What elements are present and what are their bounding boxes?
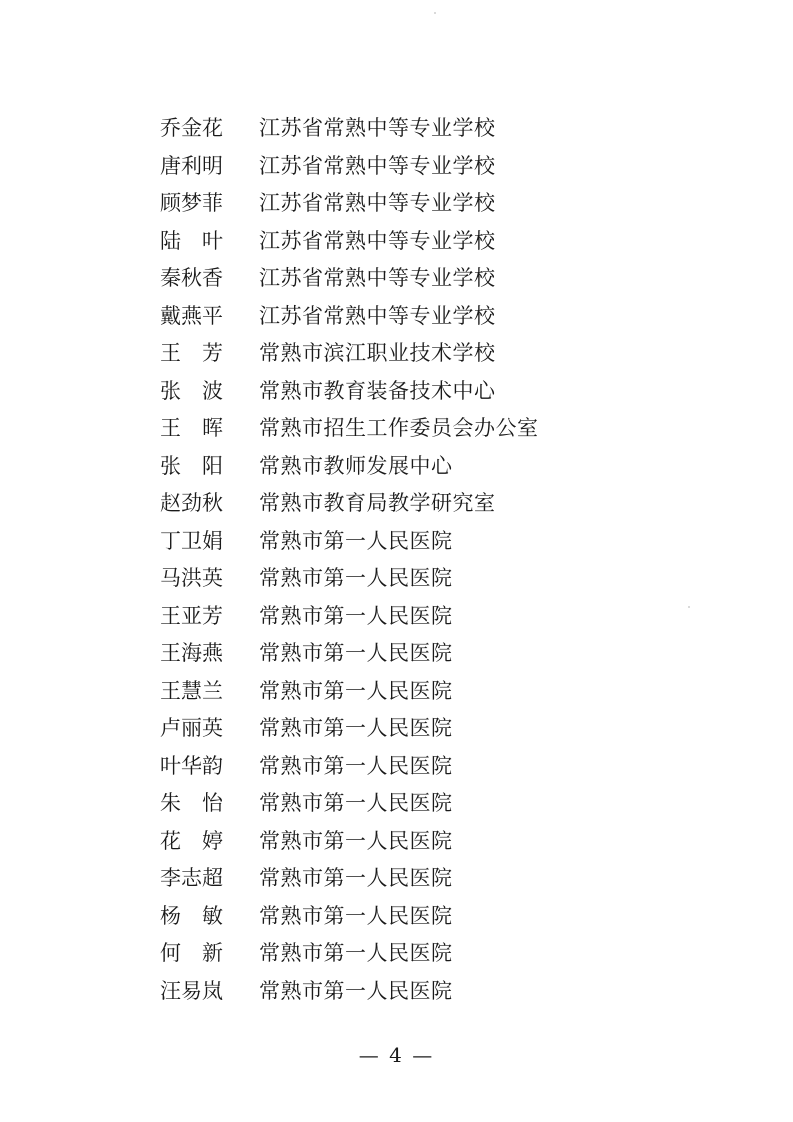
list-item <box>160 335 640 373</box>
person-name: 李志超 <box>160 866 223 891</box>
organization: 常熟市招生工作委员会办公室 <box>259 416 539 441</box>
organization: 常熟市第一人民医院 <box>259 566 453 591</box>
person-name: 张 波 <box>160 378 223 403</box>
list-item <box>160 485 640 523</box>
list-item <box>160 560 640 598</box>
person-name: 陆 叶 <box>160 228 223 253</box>
organization: 常熟市教师发展中心 <box>259 453 453 478</box>
person-name: 王 晖 <box>160 416 223 441</box>
organization: 常熟市第一人民医院 <box>259 716 453 741</box>
list-item <box>160 673 640 711</box>
organization: 常熟市教育装备技术中心 <box>259 378 496 403</box>
person-name: 何 新 <box>160 941 223 966</box>
list-item <box>160 973 640 1011</box>
list-item <box>160 898 640 936</box>
organization: 常熟市第一人民医院 <box>259 678 453 703</box>
person-name: 杨 敏 <box>160 903 223 928</box>
list-item <box>160 748 640 786</box>
list-item <box>160 410 640 448</box>
list-item <box>160 935 640 973</box>
list-item <box>160 110 640 148</box>
person-name: 唐利明 <box>160 153 223 178</box>
list-item <box>160 598 640 636</box>
person-name: 王海燕 <box>160 641 223 666</box>
person-name: 王 芳 <box>160 341 223 366</box>
person-name: 丁卫娟 <box>160 528 223 553</box>
list-item <box>160 635 640 673</box>
organization: 常熟市第一人民医院 <box>259 903 453 928</box>
person-name: 秦秋香 <box>160 266 223 291</box>
list-item <box>160 223 640 261</box>
organization: 江苏省常熟中等专业学校 <box>259 266 496 291</box>
list-item <box>160 860 640 898</box>
list-item <box>160 448 640 486</box>
person-name: 叶华韵 <box>160 753 223 778</box>
person-name: 朱 怡 <box>160 791 223 816</box>
organization: 江苏省常熟中等专业学校 <box>259 191 496 216</box>
list-item <box>160 260 640 298</box>
person-name: 王亚芳 <box>160 603 223 628</box>
list-item <box>160 785 640 823</box>
organization: 常熟市第一人民医院 <box>259 828 453 853</box>
person-name: 卢丽英 <box>160 716 223 741</box>
organization: 常熟市第一人民医院 <box>259 866 453 891</box>
organization: 常熟市第一人民医院 <box>259 753 453 778</box>
list-item <box>160 373 640 411</box>
organization: 常熟市第一人民医院 <box>259 941 453 966</box>
page-number: — 4 — <box>358 1043 435 1067</box>
organization: 常熟市第一人民医院 <box>259 791 453 816</box>
organization: 常熟市第一人民医院 <box>259 641 453 666</box>
person-name: 乔金花 <box>160 116 223 141</box>
person-name: 顾梦菲 <box>160 191 223 216</box>
list-item <box>160 710 640 748</box>
scan-speck <box>434 12 436 14</box>
organization: 江苏省常熟中等专业学校 <box>259 303 496 328</box>
person-name: 马洪英 <box>160 566 223 591</box>
organization: 常熟市教育局教学研究室 <box>259 491 496 516</box>
scan-speck <box>688 606 690 608</box>
list-item <box>160 523 640 561</box>
list-item <box>160 823 640 861</box>
list-item <box>160 298 640 336</box>
person-name: 赵劲秋 <box>160 491 223 516</box>
list-item <box>160 185 640 223</box>
organization: 常熟市滨江职业技术学校 <box>259 341 496 366</box>
list-item <box>160 148 640 186</box>
organization: 江苏省常熟中等专业学校 <box>259 228 496 253</box>
person-name: 张 阳 <box>160 453 223 478</box>
person-name: 王慧兰 <box>160 678 223 703</box>
person-name: 汪易岚 <box>160 978 223 1003</box>
organization: 常熟市第一人民医院 <box>259 978 453 1003</box>
organization: 常熟市第一人民医院 <box>259 603 453 628</box>
name-list <box>160 110 640 1010</box>
person-name: 戴燕平 <box>160 303 223 328</box>
organization: 江苏省常熟中等专业学校 <box>259 116 496 141</box>
organization: 常熟市第一人民医院 <box>259 528 453 553</box>
organization: 江苏省常熟中等专业学校 <box>259 153 496 178</box>
person-name: 花 婷 <box>160 828 223 853</box>
